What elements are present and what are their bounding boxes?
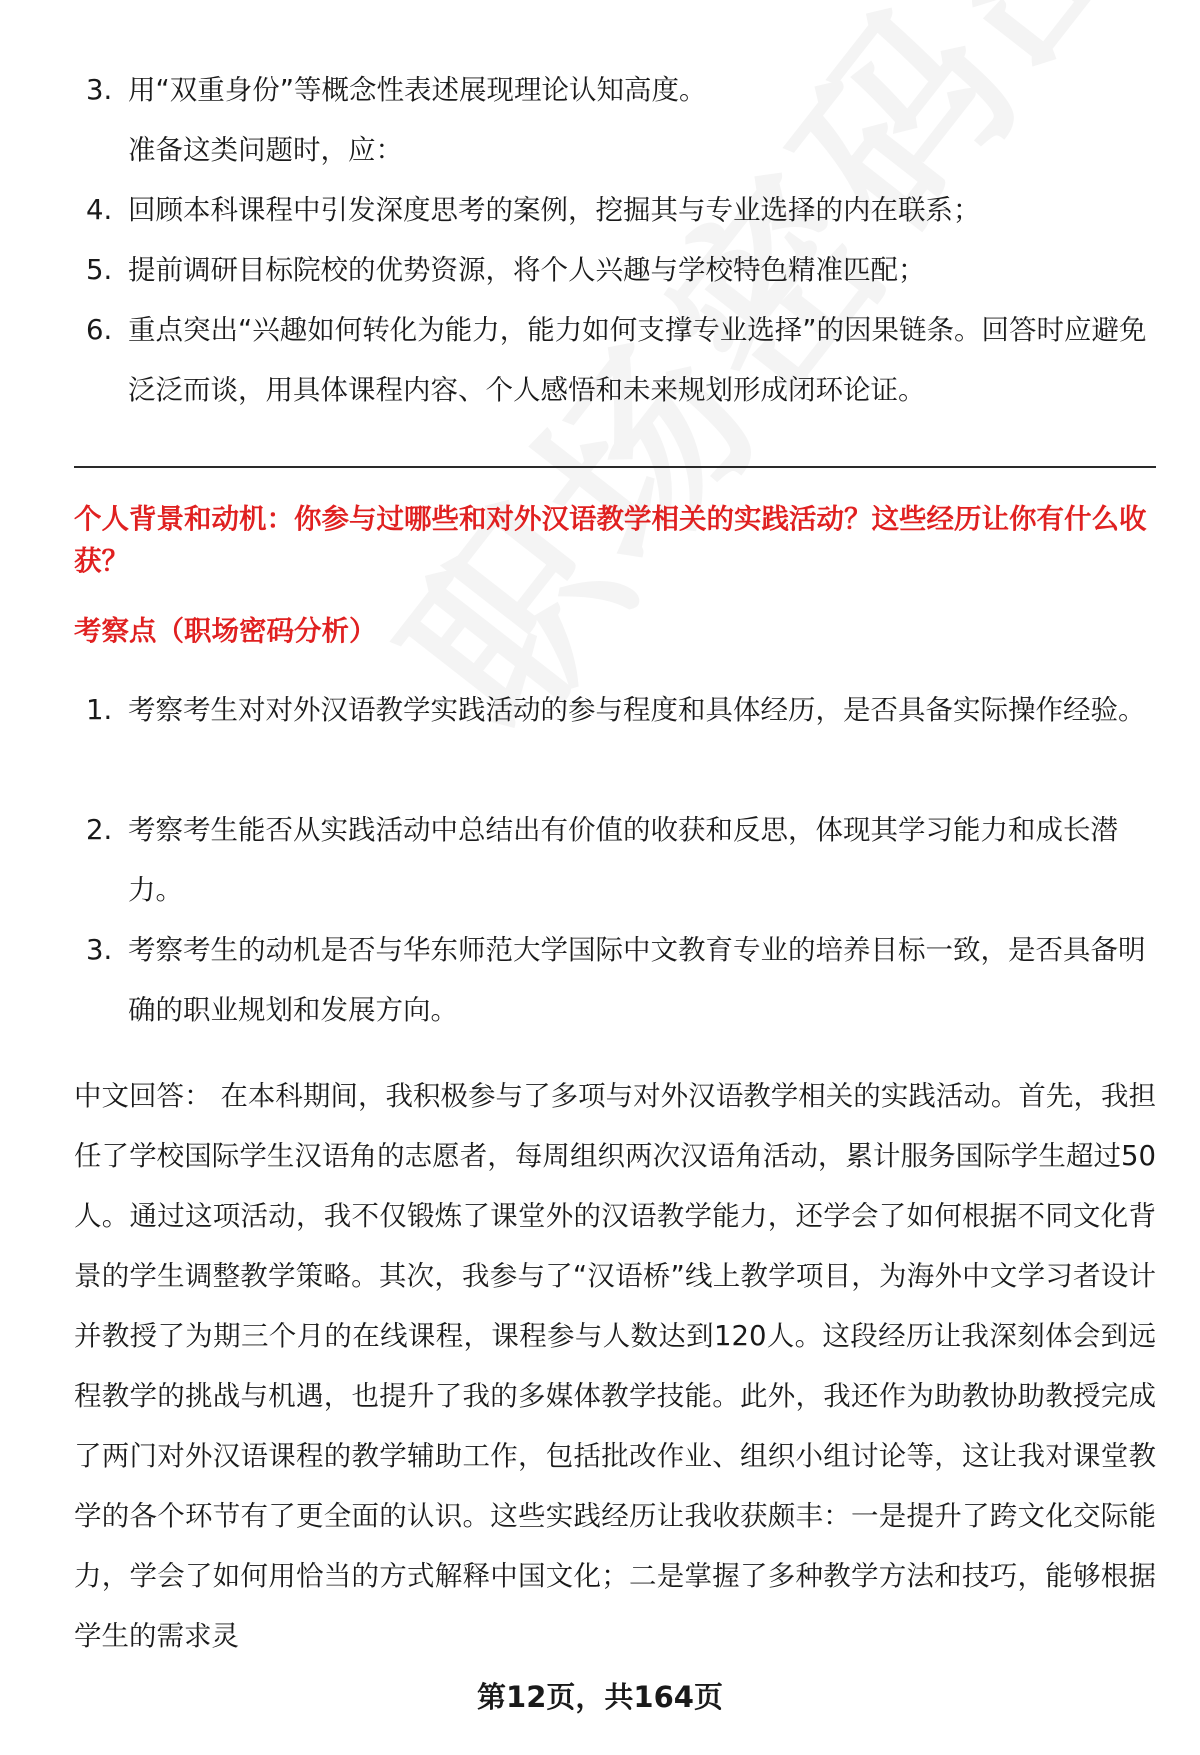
list-item bbox=[74, 920, 1154, 1040]
list-number: 3. bbox=[86, 934, 113, 966]
list-text: 提前调研目标院校的优势资源，将个人兴趣与学校特色精准匹配； bbox=[128, 254, 926, 286]
list-number: 2. bbox=[86, 814, 113, 846]
prep-intro: 准备这类问题时，应： bbox=[128, 134, 403, 166]
list-text: 重点突出“兴趣如何转化为能力，能力如何支撑专业选择”的因果链条。回答时应避免泛泛而谈，用具体课程内容、个人感悟和未来规划形成闭环论证。 bbox=[128, 314, 1147, 406]
section-divider bbox=[74, 466, 1156, 468]
list-number: 1. bbox=[86, 694, 113, 726]
list-item bbox=[74, 60, 1154, 120]
sub-heading: 考察点（职场密码分析） bbox=[74, 615, 377, 647]
list-item bbox=[74, 680, 1154, 740]
list-text: 回顾本科课程中引发深度思考的案例，挖掘其与专业选择的内在联系； bbox=[128, 194, 981, 226]
list-text: 考察考生的动机是否与华东师范大学国际中文教育专业的培养目标一致，是否具备明确的职业规划和发展方向。 bbox=[128, 934, 1146, 1026]
answer-paragraph: 中文回答： 在本科期间，我积极参与了多项与对外汉语教学相关的实践活动。首先，我担任了学校国际学生汉语角的志愿者，每周组织两次汉语角活动，累计服务国际学生超过50人。通过这项活动，我不仅锻炼了课堂外的汉语教学能力，还学会了如何根据不同文化背景的学生调整教学策略。其次，我参与了“汉语桥”线上教学项目，为海外中文学习者设计并教授了为期三个月的在线课程，课程参与人数达到120人。这段经历让我深刻体会到远程教学的挑战与机遇，也提升了我的多媒体教学技能。此外，我还作为助教协助教授完成了两门对外汉语课程的教学辅助工作，包括批改作业、组织小组讨论等，这让我对课堂教学的各个环节有了更全面的认识。这些实践经历让我收获颇丰：一是提升了跨文化交际能力，学会了如何用恰当的方式解释中国文化；二是掌握了多种教学方法和技巧，能够根据学生的需求灵 bbox=[74, 1080, 1156, 1652]
list-item bbox=[74, 800, 1154, 920]
list-text: 考察考生能否从实践活动中总结出有价值的收获和反思，体现其学习能力和成长潜力。 bbox=[128, 814, 1118, 906]
list-number: 6. bbox=[86, 314, 113, 346]
list-number: 5. bbox=[86, 254, 113, 286]
list-item bbox=[74, 300, 1154, 420]
list-item bbox=[74, 240, 1154, 300]
question-title: 个人背景和动机：你参与过哪些和对外汉语教学相关的实践活动？这些经历让你有什么收获？ bbox=[74, 503, 1147, 577]
list-number: 4. bbox=[86, 194, 113, 226]
page-number: 第12页，共164页 bbox=[477, 1680, 723, 1714]
list-number: 3. bbox=[86, 74, 113, 106]
list-item bbox=[74, 180, 1154, 240]
list-text: 用“双重身份”等概念性表述展现理论认知高度。 bbox=[128, 74, 707, 106]
list-text: 考察考生对对外汉语教学实践活动的参与程度和具体经历，是否具备实际操作经验。 bbox=[128, 694, 1146, 726]
